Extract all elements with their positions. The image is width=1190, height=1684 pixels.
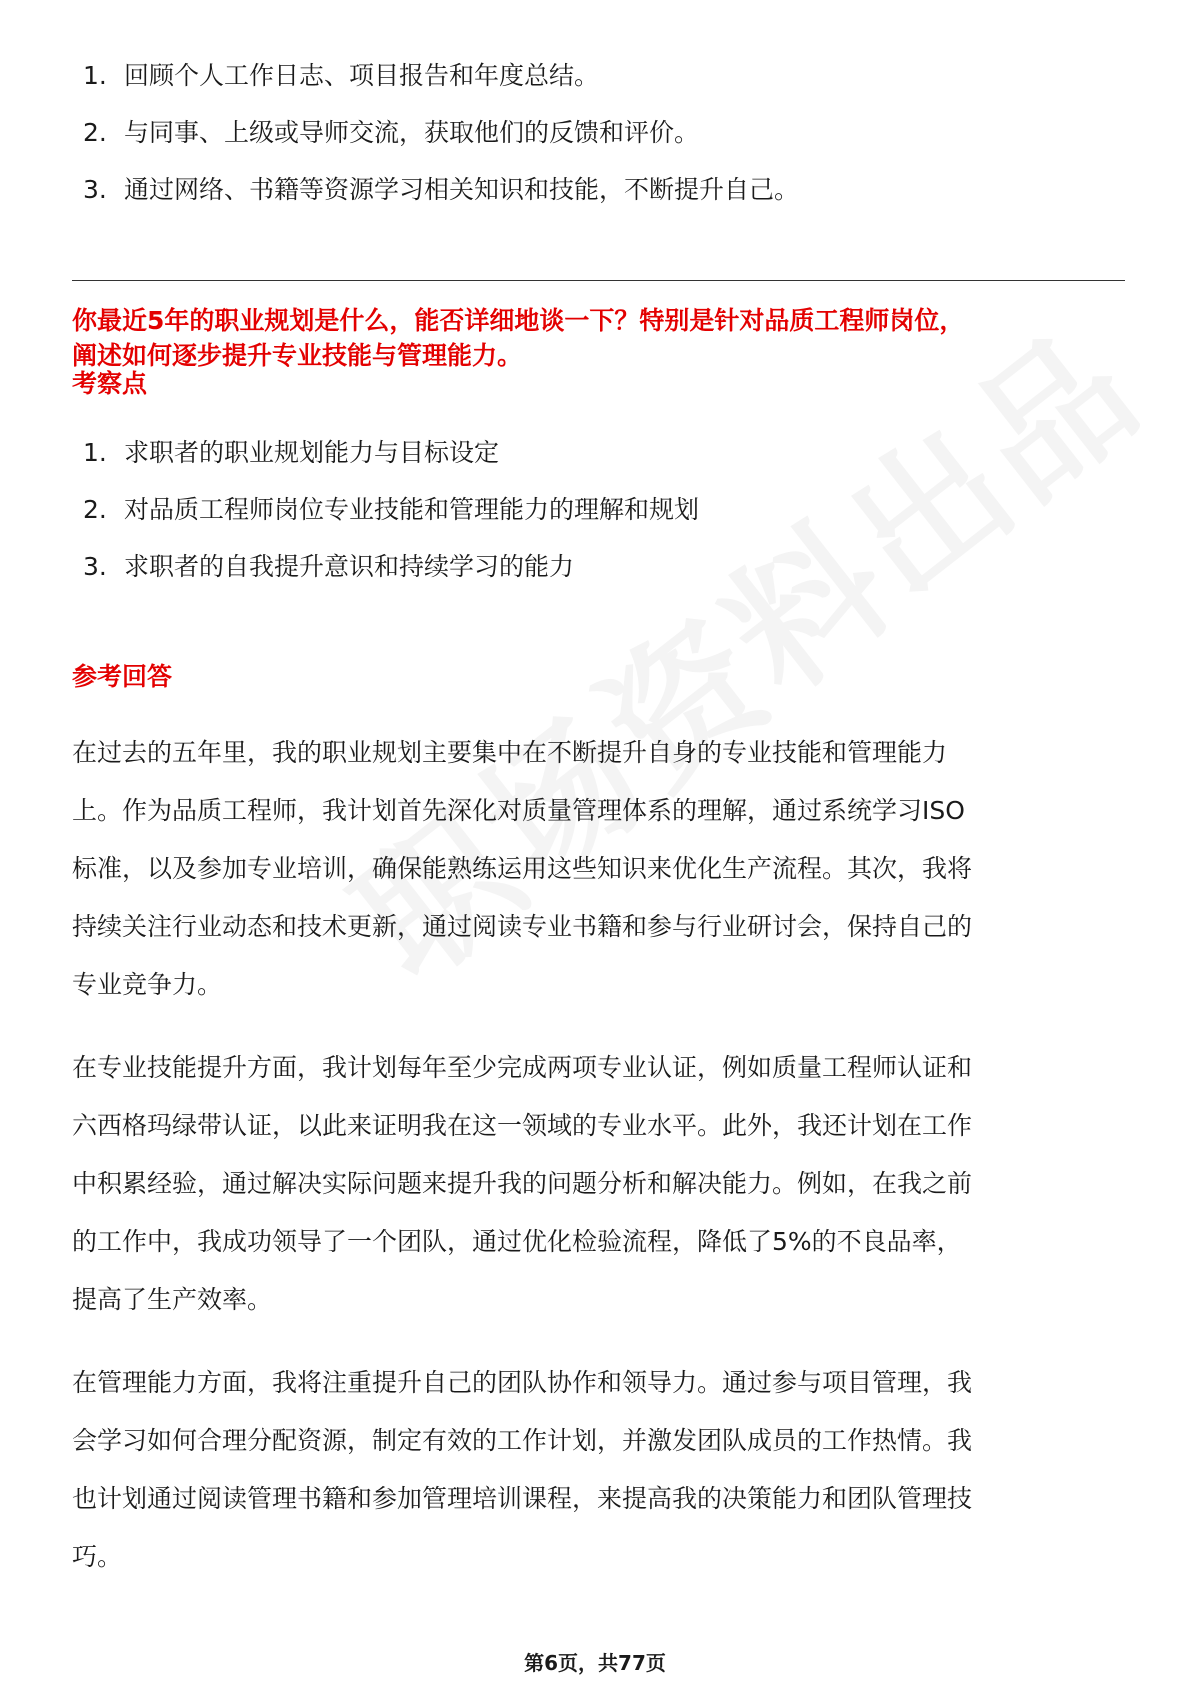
list-number: 3. — [83, 175, 107, 204]
list-text: 求职者的职业规划能力与目标设定 — [124, 438, 500, 467]
paragraph-line: 持续关注行业动态和技术更新，通过阅读专业书籍和参与行业研讨会，保持自己的 — [72, 912, 973, 941]
page-number-footer: 第6页，共77页 — [524, 1651, 666, 1675]
paragraph-line: 的工作中，我成功领导了一个团队，通过优化检验流程，降低了5%的不良品率， — [72, 1227, 962, 1256]
paragraph-line: 上。作为品质工程师，我计划首先深化对质量管理体系的理解，通过系统学习ISO — [72, 796, 965, 825]
list-number: 1. — [83, 438, 107, 467]
list-number: 2. — [83, 118, 107, 147]
paragraph-line: 六西格玛绿带认证，以此来证明我在这一领域的专业水平。此外，我还计划在工作 — [72, 1111, 973, 1140]
list-number: 2. — [83, 495, 107, 524]
answer-paragraph — [72, 1354, 1130, 1586]
paragraph-line: 在过去的五年里，我的职业规划主要集中在不断提升自身的专业技能和管理能力 — [72, 738, 948, 767]
question-line: 阐述如何逐步提升专业技能与管理能力。 — [72, 341, 523, 370]
list-item — [83, 439, 699, 467]
paragraph-line: 专业竞争力。 — [72, 970, 223, 999]
list-item — [83, 176, 799, 204]
interview-question — [72, 303, 1132, 373]
paragraph-line: 提高了生产效率。 — [72, 1285, 273, 1314]
focus-heading: 考察点 — [72, 369, 148, 398]
list-item — [83, 553, 699, 581]
list-item — [83, 119, 799, 147]
list-item — [83, 496, 699, 524]
list-number: 3. — [83, 552, 107, 581]
list-text: 对品质工程师岗位专业技能和管理能力的理解和规划 — [124, 495, 700, 524]
answer-heading: 参考回答 — [72, 662, 173, 691]
review-methods-list — [83, 62, 799, 233]
paragraph-line: 在管理能力方面，我将注重提升自己的团队协作和领导力。通过参与项目管理，我 — [72, 1368, 973, 1397]
list-text: 求职者的自我提升意识和持续学习的能力 — [124, 552, 575, 581]
paragraph-line: 中积累经验，通过解决实际问题来提升我的问题分析和解决能力。例如，在我之前 — [72, 1169, 973, 1198]
paragraph-line: 也计划通过阅读管理书籍和参加管理培训课程，来提高我的决策能力和团队管理技 — [72, 1484, 973, 1513]
answer-paragraph — [72, 1039, 1130, 1329]
list-item — [83, 62, 799, 90]
list-text: 通过网络、书籍等资源学习相关知识和技能，不断提升自己。 — [124, 175, 800, 204]
answer-paragraph — [72, 724, 1130, 1014]
question-line: 你最近5年的职业规划是什么，能否详细地谈一下？特别是针对品质工程师岗位， — [72, 306, 965, 335]
paragraph-line: 在专业技能提升方面，我计划每年至少完成两项专业认证，例如质量工程师认证和 — [72, 1053, 973, 1082]
focus-points-list — [83, 439, 699, 610]
paragraph-line: 会学习如何合理分配资源，制定有效的工作计划，并激发团队成员的工作热情。我 — [72, 1426, 973, 1455]
paragraph-line: 标准，以及参加专业培训，确保能熟练运用这些知识来优化生产流程。其次，我将 — [72, 854, 973, 883]
list-text: 与同事、上级或导师交流，获取他们的反馈和评价。 — [124, 118, 700, 147]
section-divider — [72, 280, 1125, 281]
list-number: 1. — [83, 61, 107, 90]
paragraph-line: 巧。 — [72, 1542, 123, 1571]
list-text: 回顾个人工作日志、项目报告和年度总结。 — [124, 61, 600, 90]
